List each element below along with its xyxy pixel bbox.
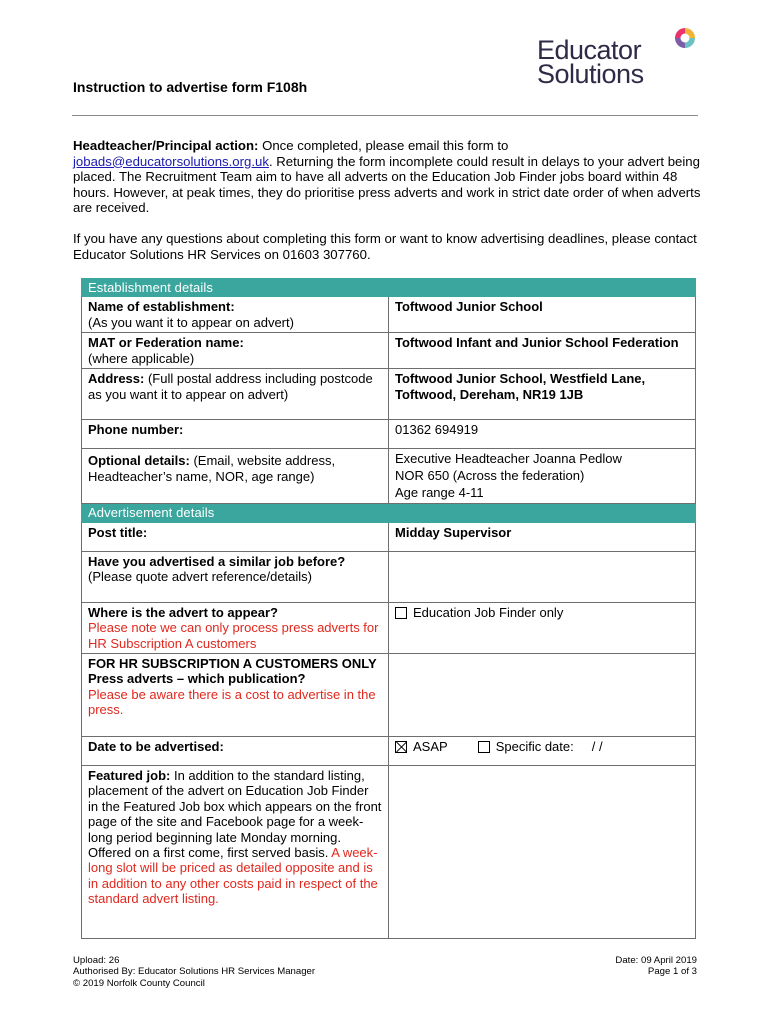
footer-copyright: © 2019 Norfolk County Council [73,977,205,989]
post-title-field[interactable]: Midday Supervisor [389,522,696,551]
advert-form-table [81,278,696,939]
address-line-2: Toftwood, Dereham, NR19 1JB [395,386,584,402]
optional-line-2: NOR 650 (Across the federation) [395,468,585,484]
label-cell [82,766,389,939]
phone-field[interactable]: 01362 694919 [389,420,696,449]
row-featured [82,766,696,939]
row-date [82,737,696,766]
intro-text-1: Once completed, please email this form to [258,138,509,153]
row-post-title [82,522,696,551]
educator-solutions-logo [537,24,702,94]
address-line-1: Toftwood Junior School, Westfield Lane, [395,371,646,387]
option-label: Specific date: [495,739,574,755]
optional-details-field[interactable] [389,449,696,504]
field-note: Please be aware there is a cost to advertise in the press. [88,686,376,718]
field-label: Have you advertised a similar job before? [88,553,346,569]
field-hint: (Email, website address, Headteacher’s name, NOR, age range) [88,453,336,484]
footer-page-number: Page 1 of 3 [647,966,697,978]
footer-right [615,955,697,978]
label-cell [82,333,389,369]
row-mat-name [82,333,696,369]
section-establishment [82,279,696,297]
intro-lead: Headteacher/Principal action: [73,138,259,153]
field-label: FOR HR SUBSCRIPTION A CUSTOMERS ONLY [88,656,377,672]
intro-text [73,138,701,262]
featured-job-field[interactable] [389,766,696,939]
similar-job-field[interactable] [389,551,696,602]
field-label: Address: [88,371,145,387]
date-field[interactable]: / / [591,739,603,755]
optional-line-3: Age range 4-11 [395,485,484,501]
intro-text-2: . Returning the form incomplete could result in delays to your advert being placed. The Recruitment Team aim to have all adverts on the Education Job Finder jobs board within 48 hours. However, at peak times, they do prioritise press adverts and work in strict date order of when adverts are received. [73,153,701,216]
label-cell [82,369,389,420]
field-label-2: Press adverts – which publication? [88,671,306,687]
date-options [389,737,696,766]
job-finder-checkbox[interactable] [395,607,407,619]
label-cell [82,449,389,504]
row-establishment-name [82,297,696,333]
row-phone [82,420,696,449]
where-option [389,602,696,653]
field-label: Date to be advertised: [82,737,389,766]
header-divider [72,115,698,116]
document-title: Instruction to advertise form F108h [73,79,308,95]
email-link[interactable]: jobads@educatorsolutions.org.uk [73,153,269,169]
row-where [82,602,696,653]
asap-checkbox[interactable] [395,741,407,753]
field-hint: (Full postal address including postcode as you want it to appear on advert) [88,371,373,402]
address-field[interactable] [389,369,696,420]
field-hint: In addition to the standard listing, placement of the advert on Education Job Finder in the Featured Job box which appears on the front page of the site and Facebook page for a week-long period beginning late Monday morning. Offered on a first come, first served basis. [88,768,382,861]
field-hint: (where applicable) [88,350,195,366]
field-label: Featured job: [88,768,171,784]
footer-date: Date: 09 April 2019 [615,955,697,966]
field-note: A week-long slot will be priced as detailed opposite and is in addition to any other costs paid in respect of the standard advert listing. [88,845,378,907]
footer-authorised: Authorised By: Educator Solutions HR Services Manager [73,966,316,978]
field-label: MAT or Federation name: [88,335,244,351]
label-cell [82,297,389,333]
logo-wordmark [537,35,644,89]
logo-line-1: Educator [537,35,642,65]
option-label: Education Job Finder only [413,604,564,620]
field-label: Where is the advert to appear? [88,604,278,620]
field-note: Please note we can only process press adverts for HR Subscription A customers [88,620,379,651]
label-cell [82,654,389,737]
field-label: Optional details: [88,453,190,469]
row-optional [82,449,696,504]
establishment-name-field[interactable]: Toftwood Junior School [389,297,696,333]
field-hint: (Please quote advert reference/details) [88,569,313,585]
mat-name-field[interactable]: Toftwood Infant and Junior School Federation [389,333,696,369]
intro-paragraph-2: If you have any questions about completing this form or want to know advertising deadlines, please contact Educator Solutions HR Services on 01603 307760. [73,230,697,262]
row-similar-job [82,551,696,602]
press-publication-field[interactable] [389,654,696,737]
field-label: Name of establishment: [88,299,235,315]
logo-mark-icon [673,26,697,50]
section-heading: Establishment details [82,279,696,297]
field-label: Post title: [82,522,389,551]
label-cell [82,551,389,602]
row-press [82,654,696,737]
footer-upload: Upload: 26 [73,955,120,966]
option-label: ASAP [413,739,448,755]
row-address [82,369,696,420]
field-label: Phone number: [82,420,389,449]
specific-date-checkbox[interactable] [478,741,490,753]
optional-line-1: Executive Headteacher Joanna Pedlow [395,451,622,467]
section-advertisement [82,504,696,522]
logo-line-2: Solutions [537,59,644,89]
intro-paragraph-1 [73,138,701,216]
section-heading: Advertisement details [82,504,696,522]
field-hint: (As you want it to appear on advert) [88,314,294,330]
footer-left [73,955,315,989]
label-cell [82,602,389,653]
